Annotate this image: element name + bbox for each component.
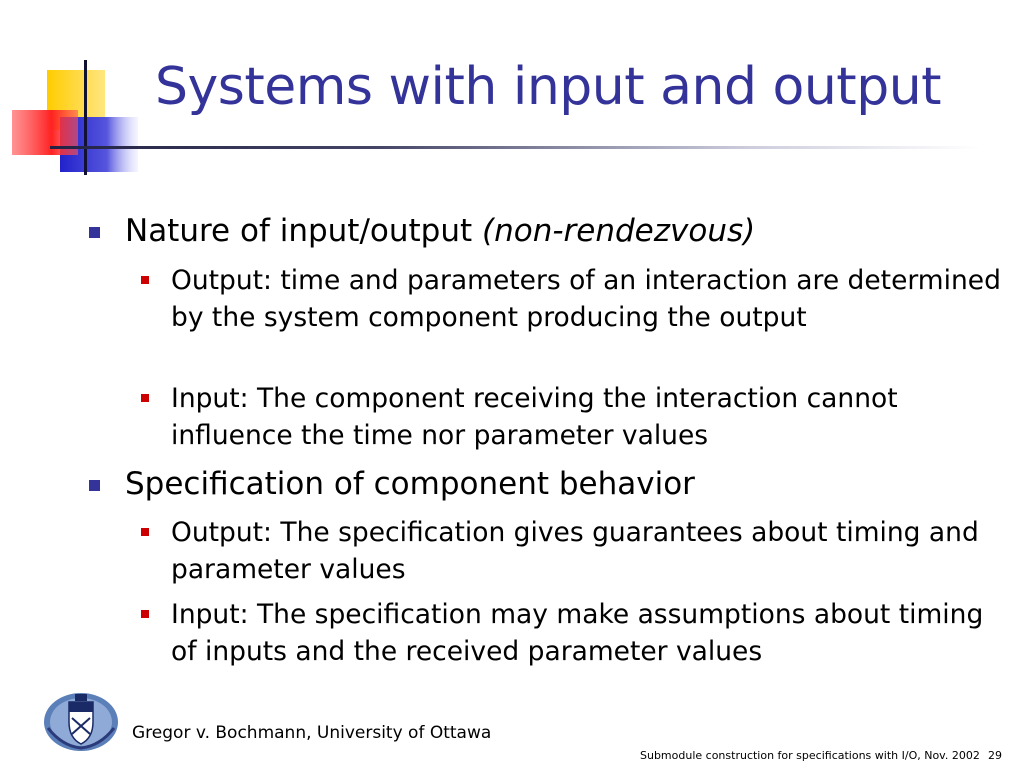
sub-bullet-input-spec bbox=[171, 596, 1011, 670]
university-crest-logo bbox=[42, 688, 120, 754]
square-bullet-icon bbox=[141, 394, 149, 402]
square-bullet-icon bbox=[141, 610, 149, 618]
square-bullet-icon bbox=[89, 227, 100, 238]
sub-bullet-input-nature bbox=[171, 380, 1011, 454]
sub-bullet-text: Input: The component receiving the interaction cannot influence the time nor parameter values bbox=[171, 383, 898, 451]
page-number: 29 bbox=[988, 749, 1002, 762]
vertical-rule bbox=[84, 60, 87, 175]
sub-bullet-text: Output: time and parameters of an interaction are determined by the system component producing the output bbox=[171, 265, 1001, 333]
square-bullet-icon bbox=[141, 528, 149, 536]
bullet-text: Specification of component behavior bbox=[125, 466, 695, 502]
sub-bullet-text: Input: The specification may make assumptions about timing of inputs and the received parameter values bbox=[171, 599, 984, 667]
title-underline bbox=[50, 146, 980, 149]
sub-bullet-output-spec bbox=[171, 514, 1011, 588]
course-footer: Submodule construction for specifications with I/O, Nov. 2002 bbox=[640, 749, 980, 762]
square-bullet-icon bbox=[141, 276, 149, 284]
bullet-text: Nature of input/output bbox=[125, 213, 482, 249]
bullet-emphasis: (non-rendezvous) bbox=[482, 213, 756, 249]
bullet-nature-of-io bbox=[125, 212, 1005, 250]
square-bullet-icon bbox=[89, 480, 100, 491]
title-decoration bbox=[0, 0, 150, 180]
sub-bullet-text: Output: The specification gives guarantees about timing and parameter values bbox=[171, 517, 979, 585]
sub-bullet-output-nature bbox=[171, 262, 1011, 336]
slide-title: Systems with input and output bbox=[155, 57, 942, 117]
author-footer: Gregor v. Bochmann, University of Ottawa bbox=[132, 723, 492, 743]
bullet-specification bbox=[125, 465, 1005, 503]
